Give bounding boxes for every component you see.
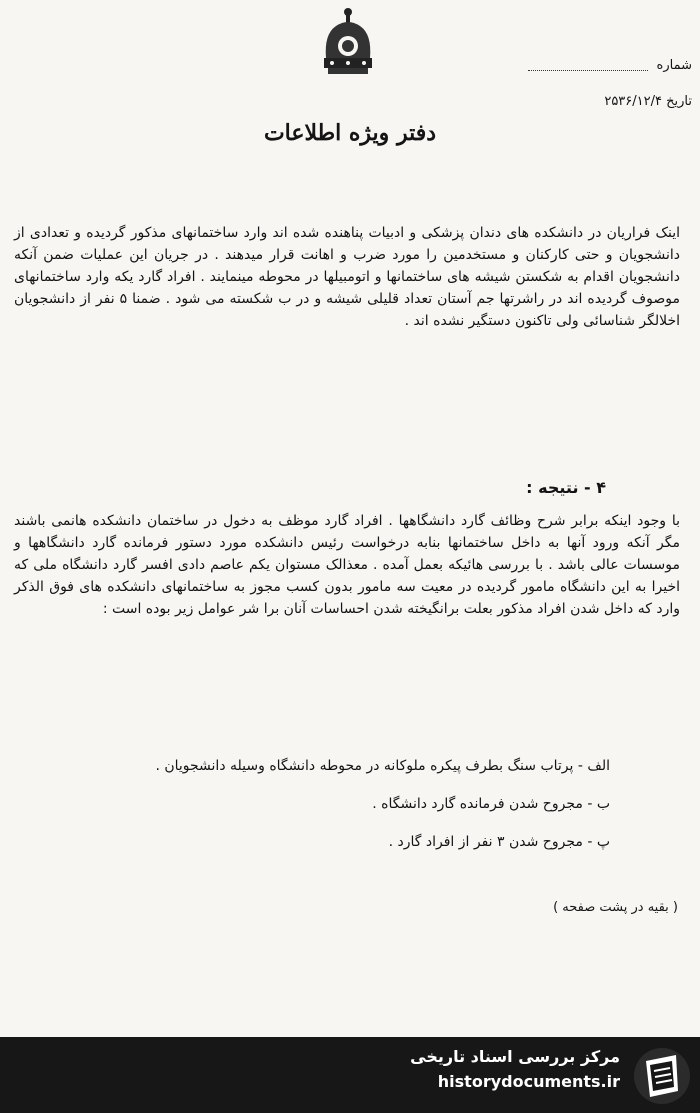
number-field xyxy=(528,58,692,73)
footer-org-name: مرکز بررسی اسناد تاریخی xyxy=(410,1047,620,1066)
footer-website-link[interactable]: historydocuments.ir xyxy=(437,1072,620,1091)
report-paragraph-1 xyxy=(14,222,680,342)
archive-logo-icon xyxy=(632,1045,692,1107)
report-paragraph-2 xyxy=(14,510,680,630)
continued-note: ( بقیه در پشت صفحه ) xyxy=(553,900,678,915)
paragraph-2-text: با وجود اینکه برابر شرح وظائف گارد دانشگاهها . افراد گارد موظف به دخول در ساختمان دانشکده هانمی باشند مگر آنکه ورود آنها به داخل ساختمانها بنابه درخواست رئیس دانشکده مورد دستور فرمانده گارد دانشگاهها و موسسات عالی باشد . با بررسی هائیکه بعمل آمده . معذالک مستوان یکم عاصم دادی افسر گارد دانشگاه ملی که اخیرا به این دانشگاه مامور گردیده در معیت سه مامور بدون کسب مجوز به ساختمانهای دانشکده های فوق الذکر وارد که داخل شدن افراد مذکور بعلت برانگیخته شدن احساسات آنان برا شر عوامل زیر بوده است : xyxy=(14,513,680,617)
date-value: ۲۵۳۶/۱۲/۴ xyxy=(604,94,662,109)
conclusion-items xyxy=(155,758,610,872)
number-dotted-line xyxy=(528,60,648,71)
number-label: شماره xyxy=(656,58,692,73)
conclusion-heading: ۴ - نتیجه : xyxy=(526,478,606,497)
list-item: الف - پرتاب سنگ بطرف پیکره ملوکانه در محوطه دانشگاه وسیله دانشجویان . xyxy=(155,758,610,774)
date-label: تاریخ xyxy=(666,94,692,109)
list-item: پ - مجروح شدن ۳ نفر از افراد گارد . xyxy=(388,834,610,850)
list-item: ب - مجروح شدن فرمانده گارد دانشگاه . xyxy=(372,796,610,812)
crown-emblem-icon xyxy=(320,6,376,88)
watermark-footer xyxy=(0,1037,700,1113)
paragraph-1-text: اینک فراریان در دانشکده های دندان پزشکی و ادبیات پناهنده شده اند وارد ساختمانهای مذکور گردیده و تعدادی از دانشجویان و حتی کارکنان و مستخدمین را مورد ضرب و اهانت قرار میدهند . در جریان این عملیات ضمن آنکه دانشجویان اقدام به شکستن شیشه های ساختمانها و اتومبیلها در محوطه مینمایند . افراد گارد یکه وارد ساختمانهای موصوف گردیده اند در راشرتها جم آستان تعداد قلیلی شیشه و در ب شکسته می شود . ضمنا ۵ نفر از دانشجویان اخلالگر شناسائی ولی تاکنون دستگیر نشده اند . xyxy=(14,225,680,329)
footer-text-block xyxy=(410,1047,620,1091)
date-field xyxy=(604,94,692,109)
office-title: دفتر ویژه اطلاعات xyxy=(263,120,437,146)
